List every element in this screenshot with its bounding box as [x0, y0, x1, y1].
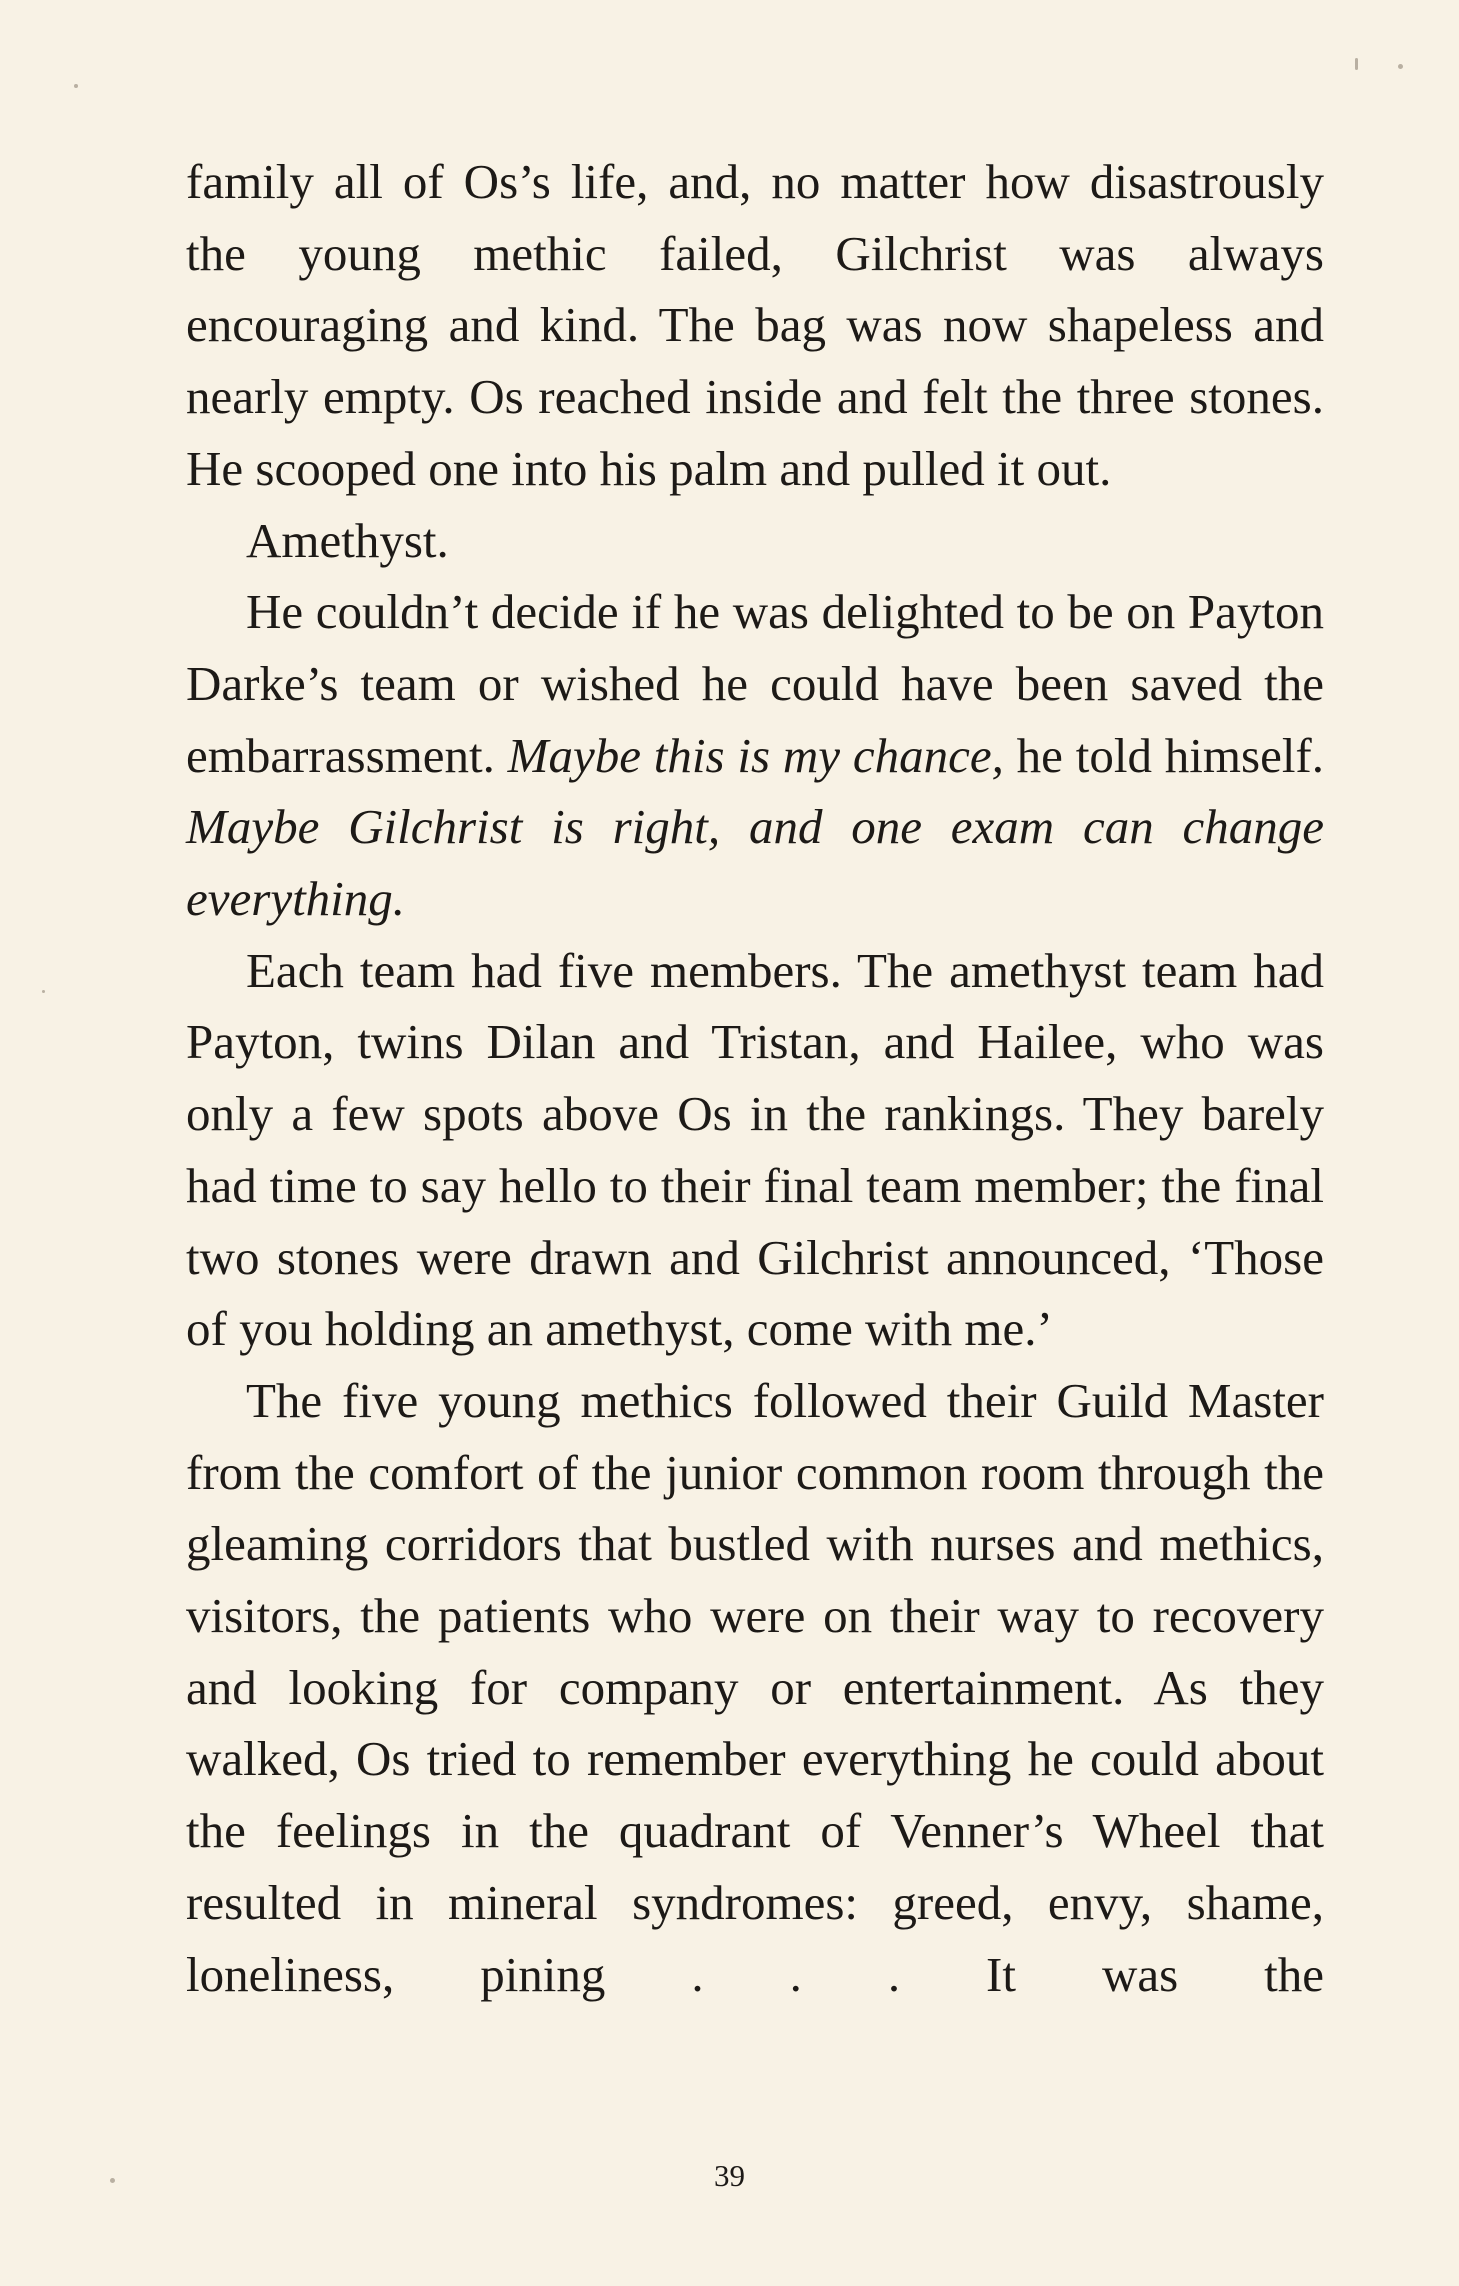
paper-speck: [74, 84, 78, 88]
paragraph-5: The five young methics followed their Guild Master from the comfort of the junior common room through the gleaming corridors that bustled with nurses and methics, visitors, the patients who were on their way to recovery and looking for company or entertainment. As they walked, Os tried to remember everything he could about the feelings in the quadrant of Venner’s Wheel that resulted in mineral syndromes: greed, envy, shame, loneliness, pining . . . It was the: [186, 1372, 1324, 2002]
paragraph-4: Each team had five members. The amethyst team had Payton, twins Dilan and Tristan, and Hailee, who was only a few spots above Os in the rankings. They barely had time to say hello to their final team member; the final two stones were drawn and Gilchrist announced, ‘Those of you holding an amethyst, come with me.’: [186, 942, 1324, 1357]
paper-speck: [1398, 64, 1403, 69]
paragraph-3-text-a: He couldn’t decide if he was delighted to be on Payton Darke’s team or wished he could have been saved the embarrassment.: [186, 584, 1324, 783]
paragraph-3-italic-b: Maybe Gilchrist is right, and one exam can change everything.: [186, 799, 1324, 927]
paragraph-2: Amethyst.: [246, 512, 449, 568]
paragraph-3-italic-a: Maybe this is my chance,: [507, 727, 1004, 783]
page-number: 39: [714, 2158, 745, 2193]
body-text: [186, 146, 1324, 2010]
paper-speck: [42, 990, 45, 993]
paragraph-3: [186, 576, 1324, 935]
paper-speck: [1355, 58, 1358, 70]
paragraph-1: family all of Os’s life, and, no matter how disastrously the young methic failed, Gilchrist was always encouraging and kind. The bag was now shapeless and nearly empty. Os reached inside and felt the three stones. He scooped one into his palm and pulled it out.: [186, 154, 1324, 496]
paragraph-3-text-b: he told himself.: [1003, 727, 1324, 783]
